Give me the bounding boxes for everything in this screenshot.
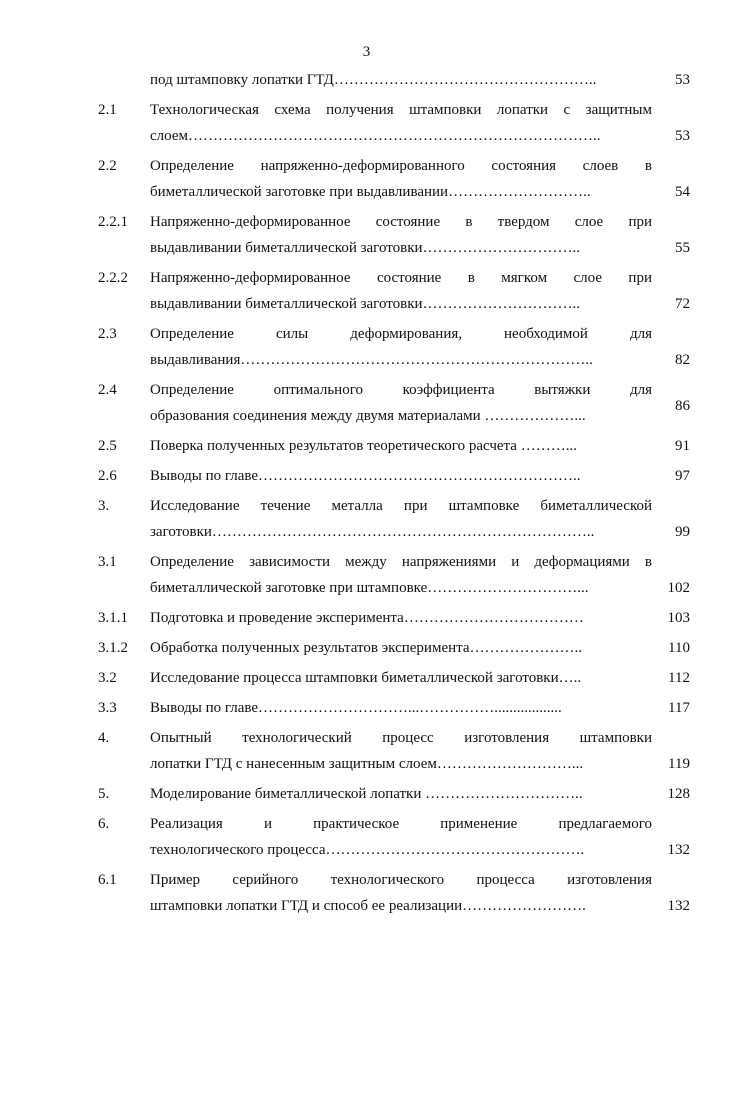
toc-entry-number: 2.5 <box>98 438 117 454</box>
toc-entry-page: 99 <box>675 524 690 540</box>
toc-entry-page: 55 <box>675 240 690 256</box>
toc-entry-title: Опытный технологический процесс изготовления штамповки <box>150 730 652 746</box>
toc-entry-page: 132 <box>667 898 690 914</box>
toc-entry-page: 102 <box>667 580 690 596</box>
toc-entry <box>0 463 733 489</box>
toc-entry-title-continued: выдавливания…………………………………………………………….. <box>150 352 593 368</box>
toc-entry-title: Определение напряженно-деформированного состояния слоев в <box>150 158 652 174</box>
toc-entry-number: 2.3 <box>98 326 117 342</box>
toc-entry <box>0 97 733 149</box>
toc-entry-title-continued: слоем……………………………………………………………………….. <box>150 128 601 144</box>
toc-entry-title-continued: образования соединения между двумя материалами ………………... <box>150 408 586 424</box>
toc-entry-page: 53 <box>675 72 690 88</box>
toc-entry-title-continued: штамповки лопатки ГТД и способ ее реализации……………………. <box>150 898 586 914</box>
toc-entry-number: 6.1 <box>98 872 117 888</box>
toc-entry-title: Определение оптимального коэффициента вытяжки для <box>150 382 652 398</box>
toc-entry-title: Пример серийного технологического процесса изготовления <box>150 872 652 888</box>
toc-entry <box>0 67 733 93</box>
toc-entry-number: 3.1.1 <box>98 610 128 626</box>
toc-entry-title: Технологическая схема получения штамповки лопатки с защитным <box>150 102 652 118</box>
toc-entry-page: 103 <box>667 610 690 626</box>
toc-entry <box>0 867 733 919</box>
toc-entry-number: 2.6 <box>98 468 117 484</box>
toc-entry <box>0 725 733 777</box>
table-of-contents <box>0 67 733 919</box>
toc-entry-number: 3.1.2 <box>98 640 128 656</box>
toc-entry-title: Выводы по главе…………………………...…………….................. <box>150 700 562 716</box>
toc-entry-number: 2.2 <box>98 158 117 174</box>
toc-entry <box>0 665 733 691</box>
toc-entry-title: Обработка полученных результатов эксперимента………………….. <box>150 640 583 656</box>
toc-entry <box>0 781 733 807</box>
toc-entry-title: Подготовка и проведение эксперимента……………………………… <box>150 610 584 626</box>
toc-entry-page: 82 <box>675 352 690 368</box>
toc-entry-number: 3.1 <box>98 554 117 570</box>
toc-entry-page: 112 <box>668 670 690 686</box>
toc-entry-title: Моделирование биметаллической лопатки ………………………….. <box>150 786 583 802</box>
toc-entry <box>0 377 733 429</box>
toc-entry-title-continued: заготовки………………………………………………………………….. <box>150 524 595 540</box>
toc-entry-title: Исследование течение металла при штамповке биметаллической <box>150 498 652 514</box>
toc-entry-page: 97 <box>675 468 690 484</box>
toc-entry-number: 4. <box>98 730 110 746</box>
toc-entry-page: 117 <box>668 700 690 716</box>
toc-entry-number: 6. <box>98 816 110 832</box>
toc-entry-page: 132 <box>667 842 690 858</box>
toc-entry-page: 53 <box>675 128 690 144</box>
toc-entry-title-continued: выдавливании биметаллической заготовки………………………….. <box>150 296 581 312</box>
toc-entry <box>0 265 733 317</box>
toc-entry-title-continued: лопатки ГТД с нанесенным защитным слоем………………………... <box>150 756 584 772</box>
toc-entry <box>0 549 733 601</box>
toc-entry-title-continued: биметаллической заготовке при выдавливании……………………….. <box>150 184 591 200</box>
toc-entry-number: 3.3 <box>98 700 117 716</box>
toc-entry <box>0 433 733 459</box>
toc-entry-page: 119 <box>668 756 690 772</box>
toc-entry <box>0 209 733 261</box>
toc-entry-title: Напряженно-деформированное состояние в твердом слое при <box>150 214 652 230</box>
toc-entry-title-continued: выдавливании биметаллической заготовки………………………….. <box>150 240 581 256</box>
toc-entry-title: Напряженно-деформированное состояние в мягком слое при <box>150 270 652 286</box>
toc-entry-page: 86 <box>675 398 690 414</box>
toc-entry-title: Реализация и практическое применение предлагаемого <box>150 816 652 832</box>
toc-entry-title: Определение зависимости между напряжениями и деформациями в <box>150 554 652 570</box>
toc-entry-title-continued: биметаллической заготовке при штамповке…………………………... <box>150 580 589 596</box>
toc-entry-title: Исследование процесса штамповки биметаллической заготовки….. <box>150 670 582 686</box>
toc-entry-page: 128 <box>667 786 690 802</box>
toc-entry-page: 72 <box>675 296 690 312</box>
toc-entry-page: 91 <box>675 438 690 454</box>
toc-entry-number: 2.2.2 <box>98 270 128 286</box>
toc-entry-number: 3. <box>98 498 110 514</box>
toc-entry <box>0 635 733 661</box>
toc-entry <box>0 493 733 545</box>
toc-entry-title: под штамповку лопатки ГТД…………………………………………….. <box>150 72 597 88</box>
page-number: 3 <box>362 44 371 60</box>
toc-entry <box>0 695 733 721</box>
toc-entry-number: 2.4 <box>98 382 117 398</box>
toc-entry-number: 5. <box>98 786 110 802</box>
toc-entry-page: 54 <box>675 184 690 200</box>
toc-entry <box>0 321 733 373</box>
toc-entry-page: 110 <box>668 640 690 656</box>
toc-entry-title: Поверка полученных результатов теоретического расчета ………... <box>150 438 577 454</box>
toc-entry-number: 3.2 <box>98 670 117 686</box>
toc-entry-number: 2.1 <box>98 102 117 118</box>
toc-entry <box>0 811 733 863</box>
toc-entry <box>0 605 733 631</box>
toc-entry-number: 2.2.1 <box>98 214 128 230</box>
toc-entry-title: Определение силы деформирования, необходимой для <box>150 326 652 342</box>
toc-entry-title-continued: технологического процесса……………………………………………. <box>150 842 585 858</box>
toc-entry-title: Выводы по главе……………………………………………………….. <box>150 468 581 484</box>
toc-entry <box>0 153 733 205</box>
